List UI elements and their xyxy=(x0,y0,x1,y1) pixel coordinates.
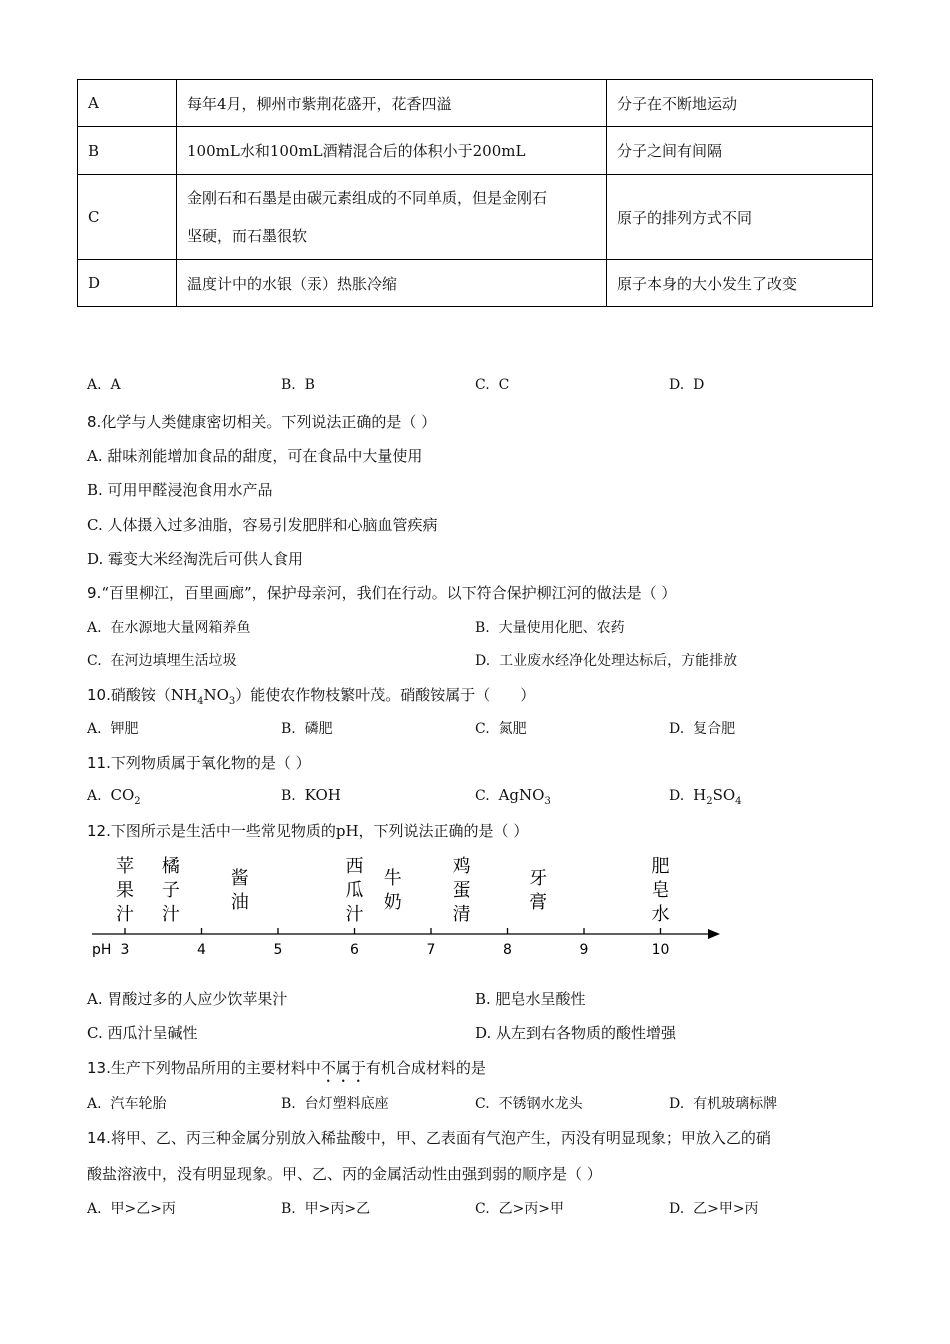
option-key: B. xyxy=(281,788,296,804)
ph-axis-label: pH xyxy=(92,942,112,958)
question-text: “百里柳江，百里画廊”，保护母亲河，我们在行动。以下符合保护柳江河的做法是（ ） xyxy=(101,584,677,602)
option-text: 大量使用化肥、农药 xyxy=(498,620,625,636)
ph-tick-label: 4 xyxy=(197,942,206,958)
row-explain: 原子本身的大小发生了改变 xyxy=(607,260,873,307)
q13-option-a[interactable] xyxy=(87,1093,166,1113)
question-number: 8. xyxy=(87,413,102,431)
q11-option-c[interactable] xyxy=(475,786,551,807)
question-text: NO xyxy=(203,686,229,704)
explanation-table xyxy=(77,79,873,307)
q12-option-d[interactable]: D. 从左到右各物质的酸性增强 xyxy=(475,1024,677,1042)
ph-item-char: 奶 xyxy=(383,892,402,913)
ph-tick-label: 8 xyxy=(503,942,512,958)
option-key: A. xyxy=(87,1201,102,1217)
q12-option-a[interactable]: A. 胃酸过多的人应少饮苹果汁 xyxy=(87,990,288,1008)
option-text: A xyxy=(110,377,121,393)
subscript: 3 xyxy=(228,696,236,707)
ph-item-label xyxy=(346,856,364,925)
ph-item-label xyxy=(652,856,670,925)
question-text: 硝酸铵（NH xyxy=(110,686,198,704)
ph-item-char: 果 xyxy=(116,880,134,901)
row-fact: 每年4月，柳州市紫荆花盛开，花香四溢 xyxy=(177,80,607,127)
ph-axis-arrow xyxy=(708,929,720,939)
option-text: 汽车轮胎 xyxy=(110,1096,167,1112)
ph-item-char: 油 xyxy=(230,892,249,913)
q8-option-b[interactable]: B. 可用甲醛浸泡食用水产品 xyxy=(87,481,273,499)
ph-tick-label: 5 xyxy=(273,942,283,958)
subscript: 3 xyxy=(544,795,551,807)
row-label: B xyxy=(78,127,177,175)
q13-option-c[interactable] xyxy=(475,1093,583,1113)
option-key: D. xyxy=(475,653,491,669)
question-text: 化学与人类健康密切相关。下列说法正确的是（ ） xyxy=(101,413,437,431)
option-text: B xyxy=(304,377,315,393)
table-row xyxy=(78,260,873,307)
ph-item-char: 汁 xyxy=(161,904,180,925)
q10-stem xyxy=(87,684,535,707)
q9-option-a[interactable] xyxy=(87,617,250,637)
option-key: C. xyxy=(475,721,490,737)
option-key: D. xyxy=(669,721,685,737)
q11-option-a[interactable] xyxy=(87,786,141,807)
question-text: ）能使农作物枝繁叶茂。硝酸铵属于（ ） xyxy=(235,686,536,704)
q8-stem xyxy=(87,411,436,432)
q13-option-b[interactable] xyxy=(281,1093,389,1113)
q12-option-c[interactable]: C. 西瓜汁呈碱性 xyxy=(87,1024,198,1042)
formula: KOH xyxy=(304,786,341,804)
ph-item-char: 清 xyxy=(452,904,471,925)
option-key: D. xyxy=(669,1096,685,1112)
option-key: B. xyxy=(281,1096,296,1112)
question-text: 将甲、乙、丙三种金属分别放入稀盐酸中，甲、乙表面有气泡产生，丙没有明显现象；甲放入乙的硝 xyxy=(110,1129,771,1147)
q11-stem xyxy=(87,752,311,773)
option-key: A. xyxy=(87,1096,102,1112)
q9-option-c[interactable] xyxy=(87,650,237,670)
ph-item-label xyxy=(529,868,547,913)
ph-tick-label: 10 xyxy=(651,942,670,958)
option-text: 乙>甲>丙 xyxy=(693,1201,759,1217)
q14-option-d[interactable] xyxy=(669,1198,759,1218)
ph-item-char: 汁 xyxy=(345,904,364,925)
option-text: 甲>乙>丙 xyxy=(110,1201,176,1217)
q13-option-d[interactable] xyxy=(669,1093,777,1113)
option-key: C. xyxy=(475,788,490,804)
option-key: B. xyxy=(281,377,296,393)
q11-option-b[interactable] xyxy=(281,786,341,804)
ph-item-char: 汁 xyxy=(116,904,134,925)
question-text: 有机合成材料的是 xyxy=(365,1059,486,1077)
option-key: C. xyxy=(475,1096,490,1112)
question-number: 13. xyxy=(87,1059,111,1077)
formula: H xyxy=(693,786,707,804)
q14-option-a[interactable] xyxy=(87,1198,176,1218)
ph-item-char: 橘 xyxy=(161,856,180,877)
ph-item-char: 苹 xyxy=(116,856,134,877)
subscript: 2 xyxy=(134,795,141,807)
q10-option-d[interactable] xyxy=(669,718,735,738)
q9-option-d[interactable] xyxy=(475,650,737,670)
option-key: B. xyxy=(475,620,490,636)
question-number: 9. xyxy=(87,584,102,602)
row-fact: 温度计中的水银（汞）热胀冷缩 xyxy=(177,260,607,307)
q7-option-b[interactable] xyxy=(281,377,315,393)
option-text: 磷肥 xyxy=(304,721,333,737)
ph-scale-figure xyxy=(80,848,740,968)
option-text: 氮肥 xyxy=(498,721,527,737)
option-key: A. xyxy=(87,377,102,393)
option-text: 不锈钢水龙头 xyxy=(498,1096,583,1112)
ph-item-char: 酱 xyxy=(230,868,249,889)
subscript: 2 xyxy=(706,795,713,807)
question-text: 生产下列物品所用的主要材料中 xyxy=(110,1059,321,1077)
option-text: 工业废水经净化处理达标后，方能排放 xyxy=(499,653,738,669)
option-key: D. xyxy=(669,788,685,804)
option-text: 钾肥 xyxy=(110,721,139,737)
row-explain: 原子的排列方式不同 xyxy=(607,175,873,260)
option-key: B. xyxy=(281,1201,296,1217)
ph-tick-label: 3 xyxy=(120,942,130,958)
ph-item-char: 西 xyxy=(345,856,364,877)
option-text: D xyxy=(693,377,705,393)
ph-item-label xyxy=(231,868,249,913)
option-text: C xyxy=(498,377,510,393)
q14-option-c[interactable] xyxy=(475,1198,564,1218)
option-text: 在水源地大量网箱养鱼 xyxy=(110,620,251,636)
q9-stem xyxy=(87,582,676,603)
q7-option-c[interactable] xyxy=(475,377,509,393)
ph-item-label xyxy=(116,856,134,925)
q11-option-d[interactable] xyxy=(669,786,742,807)
question-text: 下列物质属于氧化物的是（ ） xyxy=(110,754,311,772)
q10-option-b[interactable] xyxy=(281,718,333,738)
q8-option-d[interactable]: D. 霉变大米经淘洗后可供人食用 xyxy=(87,550,304,568)
table-row xyxy=(78,127,873,175)
option-key: C. xyxy=(475,377,490,393)
option-key: B. xyxy=(281,721,296,737)
q7-option-a[interactable] xyxy=(87,377,121,393)
question-number: 12. xyxy=(87,822,111,840)
question-text: 下图所示是生活中一些常见物质的pH，下列说法正确的是（ ） xyxy=(110,822,529,840)
ph-item-char: 瓜 xyxy=(345,880,364,901)
formula: AgNO xyxy=(498,786,545,804)
row-explain: 分子之间有间隔 xyxy=(607,127,873,175)
option-key: C. xyxy=(475,1201,490,1217)
q12-option-b[interactable]: B. 肥皂水呈酸性 xyxy=(475,990,586,1008)
ph-item-char: 鸡 xyxy=(452,856,471,877)
ph-item-label xyxy=(453,856,471,925)
option-text: 在河边填埋生活垃圾 xyxy=(110,653,237,669)
option-key: D. xyxy=(669,377,685,393)
option-text: 甲>丙>乙 xyxy=(304,1201,371,1217)
row-fact: 100mL水和100mL酒精混合后的体积小于200mL xyxy=(177,127,607,175)
question-number: 14. xyxy=(87,1129,111,1147)
option-text: 有机玻璃标牌 xyxy=(693,1096,778,1112)
option-text: 台灯塑料底座 xyxy=(304,1096,389,1112)
row-fact xyxy=(177,175,607,260)
q13-stem xyxy=(87,1057,486,1086)
ph-tick-label: 6 xyxy=(350,942,359,958)
question-number: 11. xyxy=(87,754,111,772)
ph-tick-label: 7 xyxy=(426,942,436,958)
ph-item-char: 皂 xyxy=(651,880,670,901)
row-label: D xyxy=(78,260,177,307)
ph-item-char: 肥 xyxy=(651,856,670,877)
q9-option-b[interactable] xyxy=(475,617,625,637)
table-row xyxy=(78,80,873,127)
subscript: 4 xyxy=(197,696,204,707)
option-text: 乙>丙>甲 xyxy=(498,1201,565,1217)
ph-item-char: 水 xyxy=(651,904,670,925)
option-text: 复合肥 xyxy=(693,721,736,737)
ph-tick-label: 9 xyxy=(579,942,589,958)
q8-option-a[interactable]: A. 甜味剂能增加食品的甜度，可在食品中大量使用 xyxy=(87,447,423,465)
q10-option-a[interactable] xyxy=(87,718,138,738)
q14-stem-line: 酸盐溶液中，没有明显现象。甲、乙、丙的金属活动性由强到弱的顺序是（ ） xyxy=(87,1165,602,1183)
ph-item-label xyxy=(384,868,402,913)
ph-item-char: 牛 xyxy=(383,868,402,889)
q12-stem xyxy=(87,820,528,841)
row-explain: 分子在不断地运动 xyxy=(607,80,873,127)
ph-item-char: 牙 xyxy=(529,868,548,889)
q10-option-c[interactable] xyxy=(475,718,527,738)
option-key: A. xyxy=(87,788,102,804)
formula: SO xyxy=(712,786,736,804)
option-key: C. xyxy=(87,653,102,669)
q14-stem-line xyxy=(87,1127,771,1148)
subscript: 4 xyxy=(735,795,742,807)
q14-option-b[interactable] xyxy=(281,1198,370,1218)
option-key: A. xyxy=(87,721,102,737)
ph-item-char: 子 xyxy=(161,880,180,901)
row-fact-line: 坚硬，而石墨很软 xyxy=(187,227,308,245)
q7-option-d[interactable] xyxy=(669,377,704,393)
q8-option-c[interactable]: C. 人体摄入过多油脂，容易引发肥胖和心脑血管疾病 xyxy=(87,516,438,534)
ph-item-char: 蛋 xyxy=(452,880,471,901)
row-label: A xyxy=(78,80,177,127)
option-key: D. xyxy=(669,1201,685,1217)
emphasis-text: 不属于 xyxy=(320,1059,366,1077)
table-row xyxy=(78,175,873,260)
ph-item-label xyxy=(162,855,180,925)
option-key: A. xyxy=(87,620,102,636)
row-label: C xyxy=(78,175,177,260)
formula: CO xyxy=(110,786,135,804)
ph-item-char: 膏 xyxy=(529,892,548,913)
question-number: 10. xyxy=(87,686,111,704)
row-fact-line: 金刚石和石墨是由碳元素组成的不同单质，但是金刚石 xyxy=(187,189,548,207)
